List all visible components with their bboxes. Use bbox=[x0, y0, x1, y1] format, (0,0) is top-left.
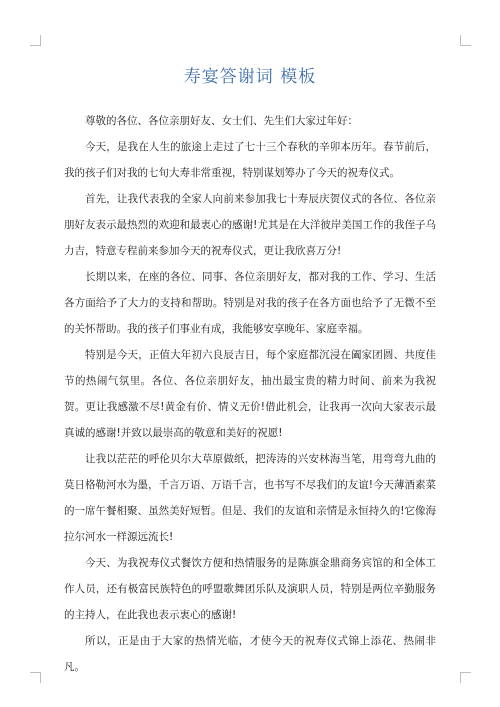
crop-mark-top-right bbox=[460, 35, 471, 46]
crop-mark-top-left bbox=[30, 35, 41, 46]
crop-mark-bottom-right bbox=[460, 672, 471, 683]
paragraph: 今天，是我在人生的旅途上走过了七十三个春秋的辛卯本历年。春节前后，我的孩子们对我的七旬大寿非常重视，特别谋划筹办了今天的祝寿仪式。 bbox=[64, 141, 436, 179]
paragraph: 所以，正是由于大家的热情光临，才使今天的祝寿仪式锦上添花、热闹非凡。 bbox=[64, 635, 436, 673]
paragraph: 长期以来，在座的各位、同事、各位亲朋好友，都对我的工作、学习、生活各方面给予了大力的支持和帮助。特别是对我的孩子在各方面也给予了无微不至的关怀帮助。我的孩子们事业有成，我能够安享晚年、家庭幸福。 bbox=[64, 271, 436, 335]
document-body bbox=[64, 108, 436, 680]
document-title: 寿宴答谢词 模板 bbox=[183, 67, 317, 87]
paragraph: 让我以茫茫的呼伦贝尔大草原做纸，把涛涛的兴安林海当笔，用弯弯九曲的莫日格勒河水为墨，千言万语、万语千言，也书写不尽我们的友谊!今天薄酒素菜的一席午餐相聚、虽然美好短暂。但是、我们的友谊和亲情是永恒持久的!它像海拉尔河水一样源远流长! bbox=[64, 453, 436, 543]
paragraph: 首先，让我代表我的全家人向前来参加我七十寿辰庆贺仪式的各位、各位亲朋好友表示最热烈的欢迎和最衷心的感谢!尤其是在大洋彼岸美国工作的我侄子乌力吉，特意专程前来参加今天的祝寿仪式，更让我欣喜万分! bbox=[64, 193, 436, 257]
paragraph: 特别是今天，正值大年初六良辰吉日，每个家庭都沉浸在阖家团圆、共度佳节的热闹气氛里。各位、各位亲朋好友，抽出最宝贵的精力时间、前来为我祝贺。更让我感激不尽!黄金有价、情义无价!借此机会，让我再一次向大家表示最真诚的感谢!并致以最崇高的敬意和美好的祝愿! bbox=[64, 349, 436, 439]
paragraph: 今天、为我祝寿仪式餐饮方便和热情服务的是陈旗金鼎商务宾馆的和全体工作人员，还有极富民族特色的呼盟歌舞团乐队及演职人员，特别是两位辛勤服务的主持人，在此我也表示衷心的感谢! bbox=[64, 557, 436, 621]
crop-mark-bottom-left bbox=[30, 672, 41, 683]
paragraph-salutation: 尊敬的各位、各位亲朋好友、女士们、先生们大家过年好： bbox=[85, 115, 358, 127]
